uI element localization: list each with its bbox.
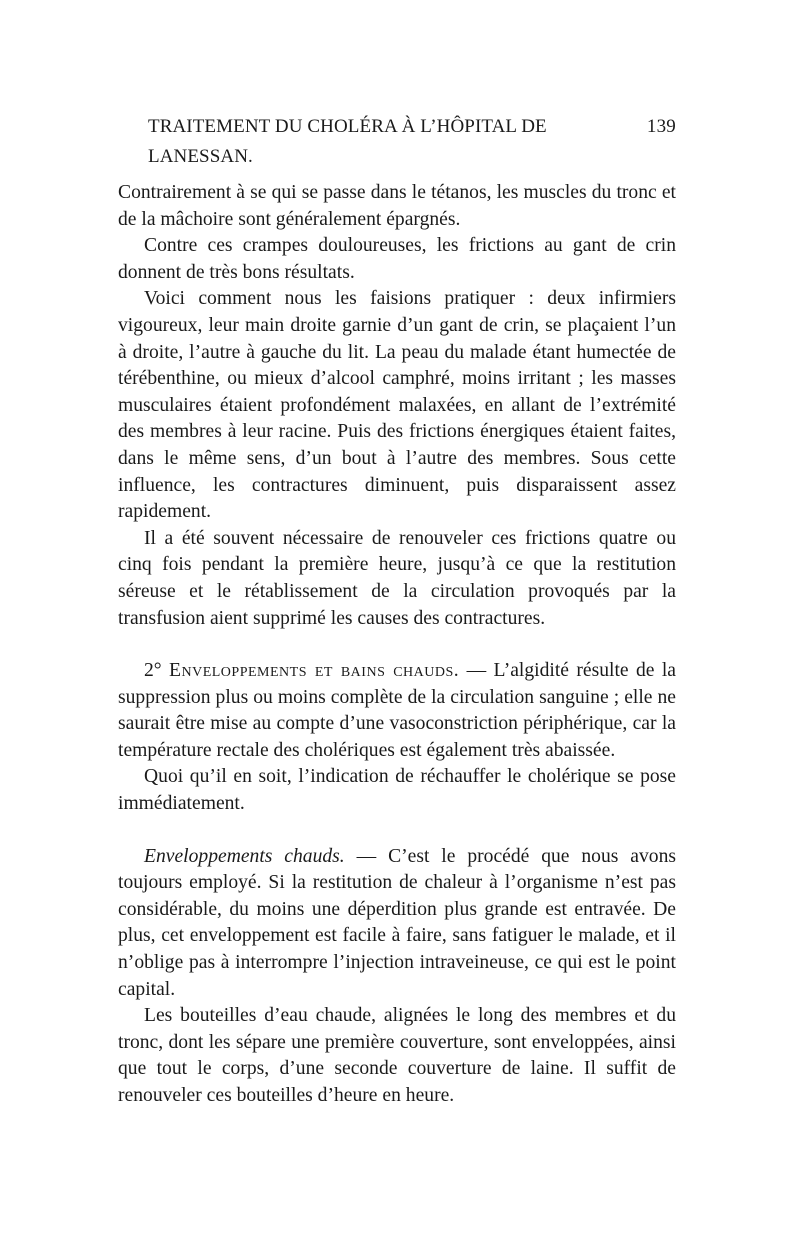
paragraph: Contre ces crampes douloureuses, les frictions au gant de crin donnent de très bons résultats. [118,235,676,283]
section-text: — C’est le procédé que nous avons toujours employé. Si la restitution de chaleur à l’organisme n’est pas considérable, du moins une déperdition plus grande est entravée. De plus, cet enveloppement est facile à faire, sans fatiguer le malade, et il n’oblige pas à interrompre l’injection intraveineuse, ce qui est le point capital. [118,845,676,1000]
paragraph: Les bouteilles d’eau chaude, alignées le long des membres et du tronc, dont les sépare une première couverture, sont enveloppées, ainsi que tout le corps, d’une seconde couverture de laine. Il suffit de renouveler ces bouteilles d’heure en heure. [118,1005,676,1106]
section-paragraph [118,844,676,1004]
paragraph: Il a été souvent nécessaire de renouveler ces frictions quatre ou cinq fois pendant la première heure, jusqu’à ce que la restitution séreuse et le rétablissement de la circulation provoqués par la transfusion aient supprimé les causes des contractures. [118,527,676,629]
section-heading: Enveloppements et bains chauds. [169,660,460,682]
section-number: 2° [144,660,162,682]
section-text: — L’algidité résulte de la suppression plus ou moins complète de la circulation sanguine ; elle ne saurait être mise au compte d’une vasoconstriction périphérique, car la température rectale des cholériques est également très abaissée. [118,660,676,761]
paragraph: Quoi qu’il en soit, l’indication de réchauffer le cholérique se pose immédiatement. [118,766,676,815]
running-head [148,112,676,172]
book-page [118,112,676,1110]
page-number: 139 [646,116,676,137]
body-text [118,180,676,1110]
section-paragraph [118,658,676,764]
section-gap [118,632,676,658]
running-head-title: TRAITEMENT DU CHOLÉRA À L’HÔPITAL DE LANESSAN. [148,116,547,167]
paragraph: Contrairement à se qui se passe dans le tétanos, les muscles du tronc et de la mâchoire sont généralement épargnés. [118,182,676,230]
subsection-heading: Enveloppements chauds. [144,845,345,867]
paragraph: Voici comment nous les faisions pratiquer : deux infirmiers vigoureux, leur main droite garnie d’un gant de crin, se plaçaient l’un à droite, l’autre à gauche du lit. La peau du malade étant humectée de térébenthine, ou mieux d’alcool camphré, moins irritant ; les masses musculaires étaient profondément malaxées, en allant de l’extrémité des membres à leur racine. Puis des frictions énergiques étaient faites, dans le même sens, d’un bout à l’autre des membres. Sous cette influence, les contractures diminuent, puis disparaissent assez rapidement. [118,288,676,523]
section-gap [118,818,676,844]
